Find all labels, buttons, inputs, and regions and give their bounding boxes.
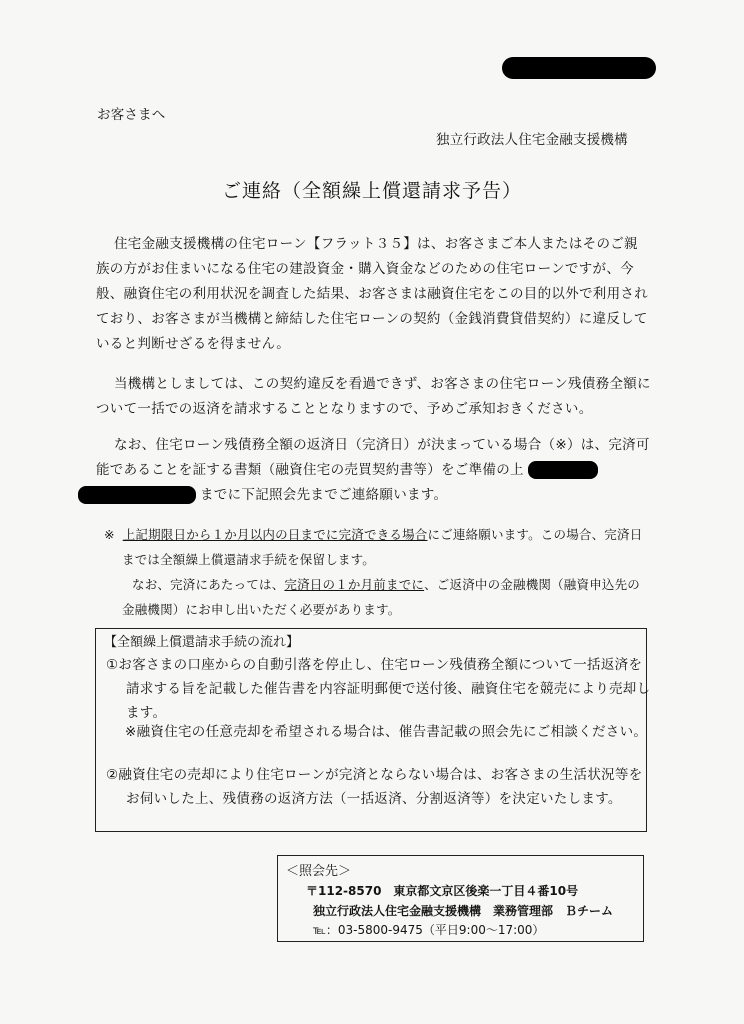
paragraph-2 bbox=[96, 372, 651, 422]
contact-heading: ＜照会先＞ bbox=[286, 864, 352, 879]
flow-step-1-note: ※融資住宅の任意売却を希望される場合は、催告書記載の照会先にご相談ください。 bbox=[125, 724, 648, 740]
note-block bbox=[104, 522, 649, 622]
note-mark: ※ bbox=[104, 527, 115, 542]
paragraph-1 bbox=[96, 232, 651, 357]
sender-name: 独立行政法人住宅金融支援機構 bbox=[436, 132, 628, 148]
redaction-bar-top bbox=[502, 57, 656, 79]
note-underlined-1: 上記期限日から１か月以内の日までに完済できる場合 bbox=[122, 527, 428, 542]
redaction-inline-2 bbox=[78, 486, 196, 504]
contact-org: 独立行政法人住宅金融支援機構 業務管理部 Ｂチーム bbox=[313, 904, 614, 918]
note-text-2a: なお、完済にあたっては、 bbox=[132, 577, 285, 592]
flow-step-2: ②融資住宅の売却により住宅ローンが完済とならない場合は、お客さまの生活状況等をお伺いした上、残債務の返済方法（一括返済、分割返済等）を決定いたします。 bbox=[106, 767, 643, 807]
paragraph-3 bbox=[96, 433, 651, 508]
redaction-inline-1 bbox=[528, 461, 598, 479]
addressee: お客さまへ bbox=[97, 107, 166, 123]
paragraph-1-text: 住宅金融支援機構の住宅ローン【フラット３５】は、お客さまご本人またはそのご親族の方がお住まいになる住宅の建設資金・購入資金などのための住宅ローンですが、今般、融資住宅の利用状況を調査した結果、お客さまは融資住宅をこの目的以外で利用されており、お客さまが当機構と締結した住宅ローンの契約（金銭消費貸借契約）に違反していると判断せざるを得ません。 bbox=[96, 236, 648, 352]
paragraph-3-text-a: なお、住宅ローン残債務全額の返済日（完済日）が決まっている場合（※）は、完済可能であることを証する書類（融資住宅の売買契約書等）をご準備の上 bbox=[96, 437, 650, 478]
note-underlined-2: 完済日の１か月前までに bbox=[284, 577, 425, 592]
note-line-1 bbox=[104, 522, 649, 572]
paragraph-3-text-b: までに下記照会先までご連絡願います。 bbox=[200, 487, 448, 503]
note-text-2b: 、ご返済中の金融機関（融資申込先の金融機関）にお申し出いただく必要があります。 bbox=[122, 577, 641, 617]
note-line-2 bbox=[104, 572, 649, 622]
contact-tel: ℡：03-5800-9475（平日9:00～17:00） bbox=[313, 923, 545, 937]
contact-address: 〒112-8570 東京都文京区後楽一丁目４番10号 bbox=[306, 884, 579, 898]
note-text-1: にご連絡願います。この場合、完済日までは全額繰上償還請求手続を保留します。 bbox=[122, 527, 643, 567]
flow-title: 【全額繰上償還請求手続の流れ】 bbox=[104, 635, 300, 650]
paragraph-2-text: 当機構としましては、この契約違反を看過できず、お客さまの住宅ローン残債務全額について一括での返済を請求することとなりますので、予めご承知おきください。 bbox=[96, 376, 651, 417]
flow-step-1: ①お客さまの口座からの自動引落を停止し、住宅ローン残債務全額について一括返済を請求する旨を記載した催告書を内容証明郵便で送付後、融資住宅を競売により売却します。 bbox=[106, 657, 651, 721]
page-title: ご連絡（全額繰上償還請求予告） bbox=[221, 180, 522, 202]
